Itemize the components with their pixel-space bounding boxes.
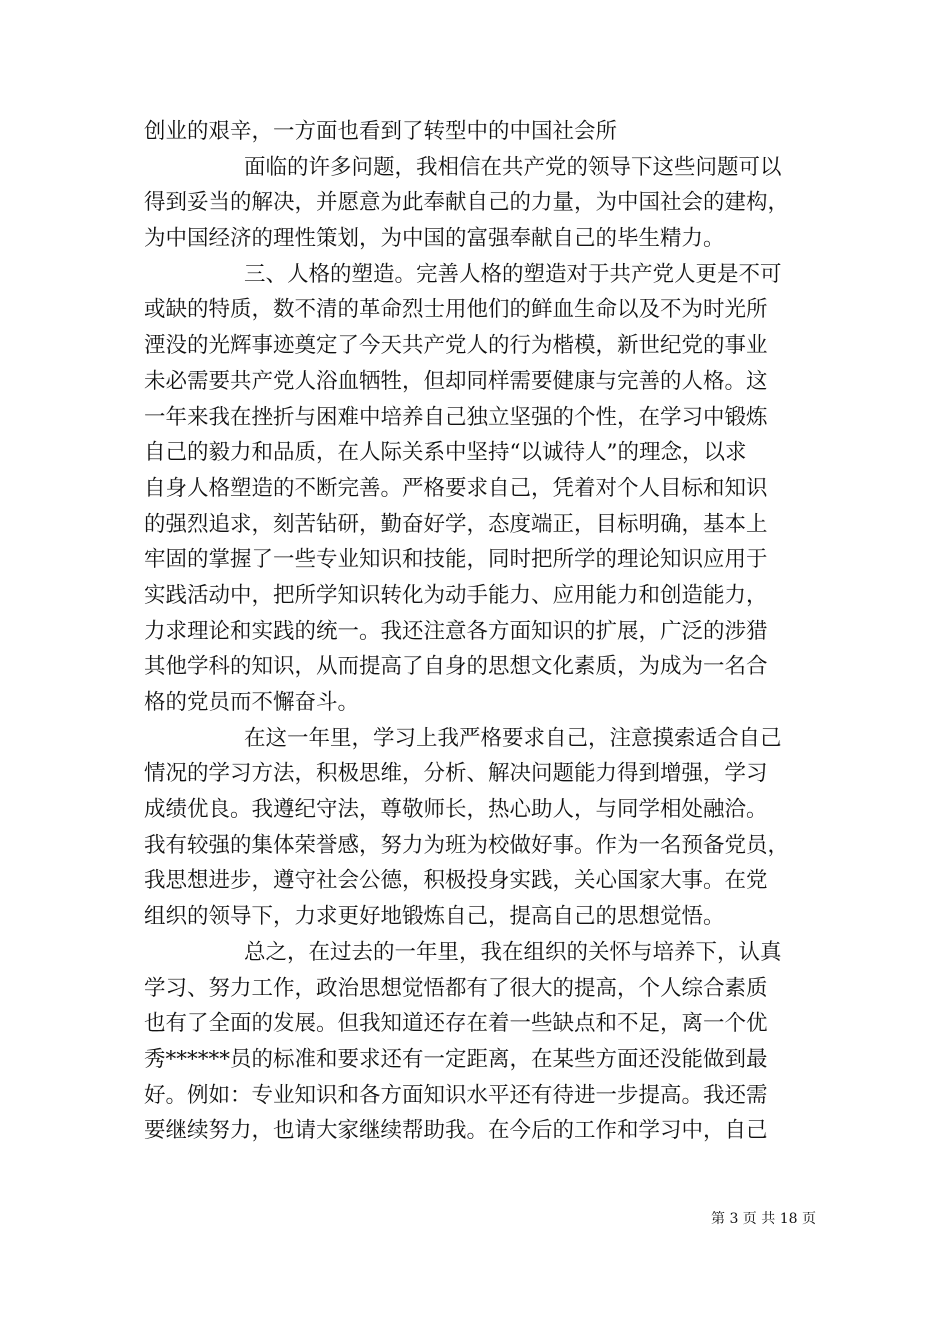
text-line: 自己的毅力和品质，在人际关系中坚持“以诚待人”的理念，以求 xyxy=(144,440,747,466)
paragraph-start-line: 面临的许多问题，我相信在共产党的领导下这些问题可以 xyxy=(244,154,782,180)
text-line: 为中国经济的理性策划，为中国的富强奉献自己的毕生精力。 xyxy=(144,226,725,252)
text-line: 也有了全面的发展。但我知道还存在着一些缺点和不足，离一个优 xyxy=(144,1011,768,1037)
text-line: 的强烈追求，刻苦钻研，勤奋好学，态度端正，目标明确，基本上 xyxy=(144,511,768,537)
text-line: 牢固的掌握了一些专业知识和技能，同时把所学的理论知识应用于 xyxy=(144,547,768,573)
text-line: 好。例如：专业知识和各方面知识水平还有待进一步提高。我还需 xyxy=(144,1082,768,1108)
text-line: 实践活动中，把所学知识转化为动手能力、应用能力和创造能力， xyxy=(144,582,768,608)
text-line: 或缺的特质，数不清的革命烈士用他们的鲜血生命以及不为时光所 xyxy=(144,297,768,323)
text-line: 其他学科的知识，从而提高了自身的思想文化素质，为成为一名合 xyxy=(144,654,768,680)
text-line: 格的党员而不懈奋斗。 xyxy=(144,690,360,715)
text-line: 湮没的光辉事迹奠定了今天共产党人的行为楷模，新世纪党的事业 xyxy=(144,333,768,359)
text-line: 得到妥当的解决，并愿意为此奉献自己的力量，为中国社会的建构， xyxy=(144,190,790,216)
text-line: 情况的学习方法，积极思维，分析、解决问题能力得到增强，学习 xyxy=(144,761,768,787)
paragraph-start-line: 在这一年里，学习上我严格要求自己，注意摸索适合自己 xyxy=(244,725,782,751)
text-line: 创业的艰辛，一方面也看到了转型中的中国社会所 xyxy=(144,119,618,144)
text-line: 我有较强的集体荣誉感，努力为班为校做好事。作为一名预备党员， xyxy=(144,832,790,858)
text-line: 我思想进步，遵守社会公德，积极投身实践，关心国家大事。在党 xyxy=(144,868,768,894)
text-line: 秀******员的标准和要求还有一定距离，在某些方面还没能做到最 xyxy=(144,1046,768,1072)
text-line: 要继续努力，也请大家继续帮助我。在今后的工作和学习中，自己 xyxy=(144,1118,768,1144)
paragraph-start-line: 总之，在过去的一年里，我在组织的关怀与培养下，认真 xyxy=(244,939,782,965)
text-line: 组织的领导下，力求更好地锻炼自己，提高自己的思想觉悟。 xyxy=(144,904,725,930)
page-number-footer: 第 3 页 共 18 页 xyxy=(711,1211,816,1227)
text-line: 一年来我在挫折与困难中培养自己独立坚强的个性，在学习中锻炼 xyxy=(144,404,768,430)
text-line: 自身人格塑造的不断完善。严格要求自己，凭着对个人目标和知识 xyxy=(144,475,768,501)
text-line: 成绩优良。我遵纪守法，尊敬师长，热心助人，与同学相处融洽。 xyxy=(144,797,768,823)
paragraph-start-line: 三、人格的塑造。完善人格的塑造对于共产党人更是不可 xyxy=(244,261,782,287)
text-line: 力求理论和实践的统一。我还注意各方面知识的扩展，广泛的涉猎 xyxy=(144,618,768,644)
body-text xyxy=(144,114,808,1149)
text-line: 未必需要共产党人浴血牺牲，但却同样需要健康与完善的人格。这 xyxy=(144,368,768,394)
text-line: 学习、努力工作，政治思想觉悟都有了很大的提高，个人综合素质 xyxy=(144,975,768,1001)
